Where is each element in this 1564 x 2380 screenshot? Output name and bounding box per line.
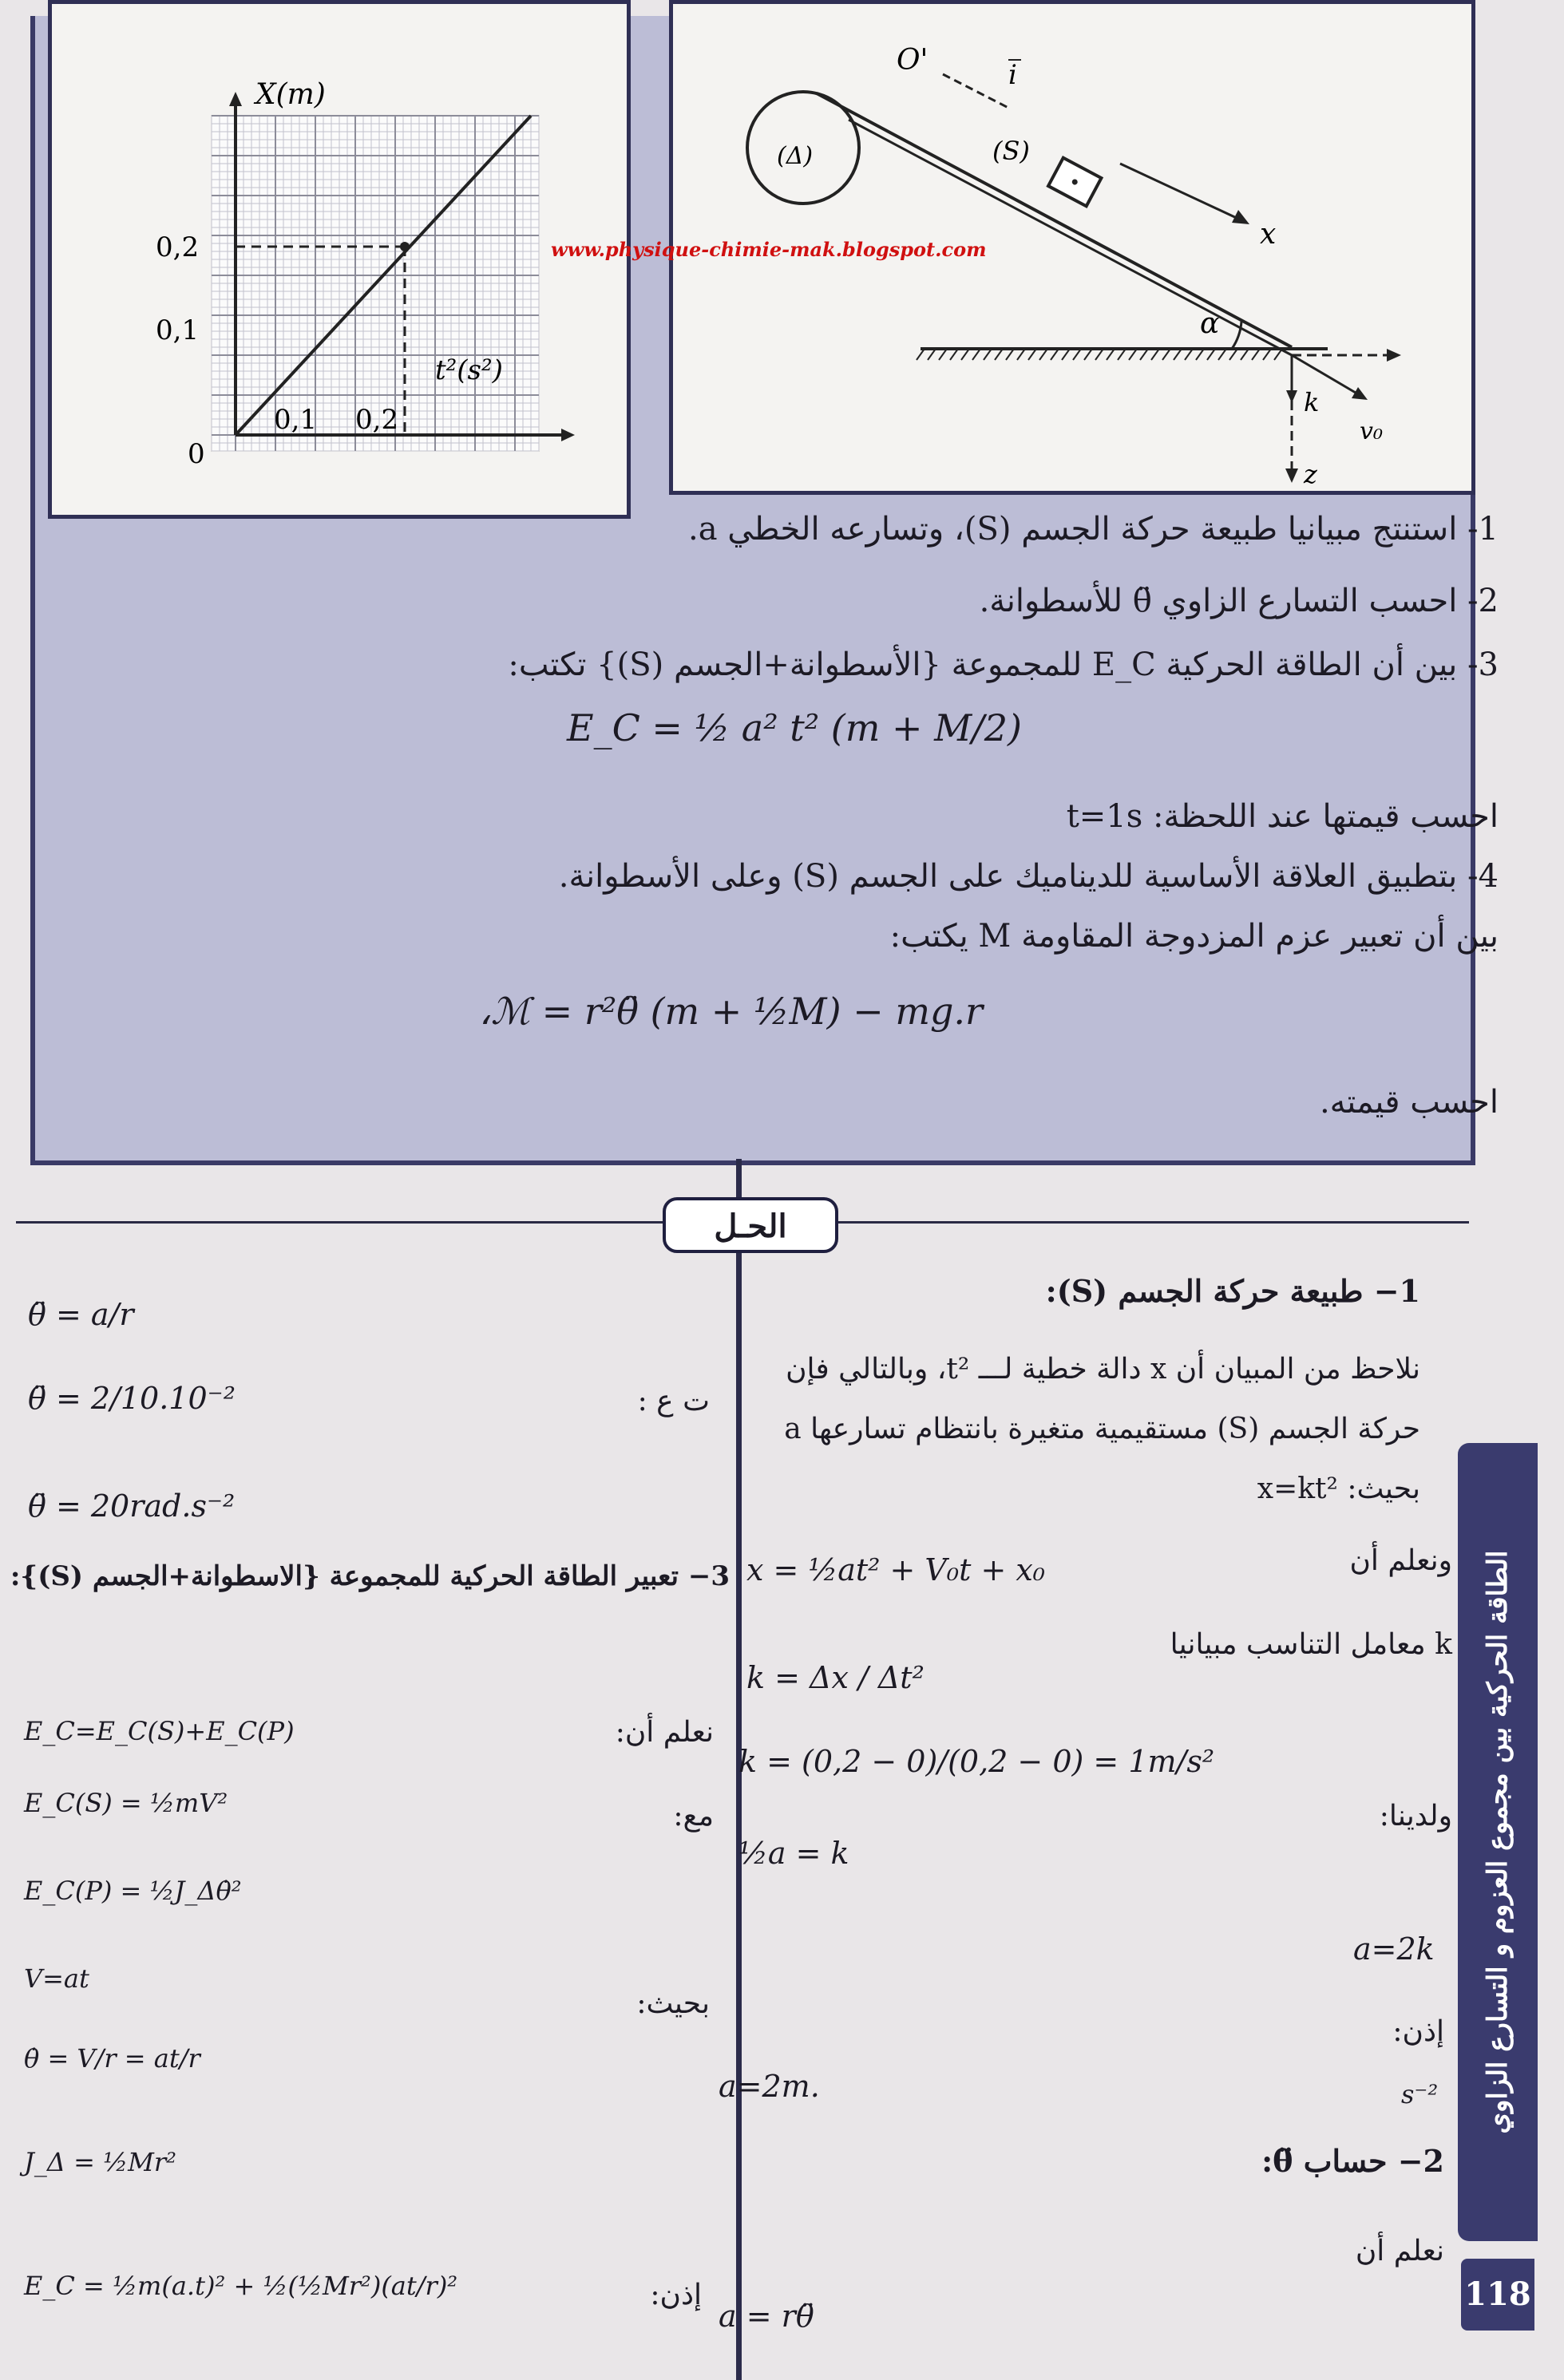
v0-vector bbox=[1292, 355, 1360, 395]
sol-heading-3: 3− تعبير الطاقة الحركية للمجموعة {الاسطوانة+الجسم (S)}: bbox=[10, 1560, 730, 1592]
solution-title: الحـل bbox=[663, 1197, 838, 1253]
k-label: k bbox=[1304, 387, 1320, 417]
i-label: i bbox=[1008, 59, 1017, 91]
question-4b: بين أن تعبير عزم المزدوجة المقاومة M يكتب: bbox=[889, 918, 1499, 955]
origin-o-prime: O' bbox=[897, 44, 929, 77]
xt2-graph bbox=[52, 4, 627, 515]
question-4-calc: احسب قيمته. bbox=[1319, 1084, 1499, 1121]
block-s bbox=[1048, 158, 1101, 207]
sol-l-f2: θ̈ = 2/10.10⁻² bbox=[28, 1381, 236, 1416]
sol-r-p7: إذن: bbox=[1392, 2015, 1444, 2048]
page-number: 118 bbox=[1461, 2259, 1534, 2331]
y-axis-label: X(m) bbox=[255, 78, 326, 111]
question-2: 2- احسب التسارع الزاوي θ̈ للأسطوانة. bbox=[979, 583, 1499, 619]
sol-r-f6: a=2m. bbox=[719, 2069, 820, 2104]
question-4a: 4- بتطبيق العلاقة الأساسية للديناميك على الجسم (S) وعلى الأسطوانة. bbox=[558, 858, 1499, 895]
question-3-formula: E_C = ½ a² t² (m + M/2) bbox=[567, 706, 1022, 749]
y-tick-0-2: 0,2 bbox=[156, 231, 200, 263]
alpha-label: α bbox=[1200, 307, 1220, 340]
x-tick-0-2: 0,2 bbox=[355, 404, 399, 436]
ground-hatching bbox=[917, 349, 1282, 360]
x-axis-arrow-line bbox=[1120, 164, 1240, 219]
i-axis bbox=[943, 74, 1008, 108]
chapter-side-tab bbox=[1458, 1443, 1538, 2241]
sol-r-f2: k = Δx / Δt² bbox=[746, 1660, 925, 1695]
question-3: 3- بين أن الطاقة الحركية E_C للمجموعة {الأسطوانة+الجسم (S)} تكتب: bbox=[508, 646, 1499, 683]
graph-panel bbox=[48, 0, 631, 519]
k-arrow bbox=[1286, 390, 1297, 403]
sol-r-f7: s⁻² bbox=[1401, 2079, 1439, 2109]
sol-l-f6: E_C(P) = ½J_Δθ̇² bbox=[24, 1876, 242, 1906]
sol-l-tu: ت ع : bbox=[637, 1385, 710, 1417]
sol-l-f3: θ̈ = 20rad.s⁻² bbox=[28, 1488, 236, 1524]
x-axis-label: t²(s²) bbox=[435, 354, 503, 386]
question-3-calc: احسب قيمتها عند اللحظة: t=1s bbox=[1066, 798, 1499, 835]
y-tick-0-1: 0,1 bbox=[156, 314, 200, 346]
sol-r-p4: ونعلم أن bbox=[1349, 1544, 1452, 1577]
sol-l-f10: E_C = ½m(a.t)² + ½(½Mr²)(at/r)² bbox=[24, 2271, 458, 2301]
v0-label: v₀ bbox=[1360, 417, 1383, 445]
sol-l-f9: J_Δ = ½Mr² bbox=[24, 2147, 176, 2177]
sol-heading-2: 2− حساب θ̈: bbox=[1261, 2143, 1444, 2179]
data-point bbox=[400, 242, 410, 251]
sol-l-f5: E_C(S) = ½mV² bbox=[24, 1788, 228, 1818]
sol-r-p3: بحيث: x=kt² bbox=[1257, 1473, 1420, 1505]
delta-label: (Δ) bbox=[777, 142, 814, 170]
sol-l-f1: θ̈ = a/r bbox=[28, 1297, 134, 1332]
sol-r-p6: ولدينا: bbox=[1379, 1800, 1452, 1832]
sol-l-l3: بحيث: bbox=[636, 1987, 710, 2020]
sol-r-f5: a=2k bbox=[1353, 1931, 1435, 1967]
sol-r-p5: k معامل التناسب مبيانيا bbox=[1170, 1628, 1452, 1661]
sol-heading-1: 1− طبيعة حركة الجسم (S): bbox=[1045, 1273, 1420, 1309]
incline-top bbox=[817, 93, 1292, 347]
sol-r-f3: k = (0,2 − 0)/(0,2 − 0) = 1m/s² bbox=[738, 1744, 1215, 1779]
s-label: (S) bbox=[992, 136, 1030, 166]
sol-r-p1: نلاحظ من المبيان أن x دالة خطية لـــ t²، وبالتالي فإن bbox=[786, 1353, 1420, 1386]
sol-l-l4: إذن: bbox=[650, 2279, 702, 2311]
x-label: x bbox=[1260, 218, 1277, 251]
sol-r-f8: a = rθ̈ bbox=[719, 2299, 814, 2334]
sol-r-f4: ½a = k bbox=[738, 1836, 849, 1871]
y-axis-arrow bbox=[229, 92, 242, 106]
origin-label: 0 bbox=[188, 438, 205, 470]
sol-l-l1: نعلم أن: bbox=[615, 1716, 714, 1749]
sol-l-f8: θ̇ = V/r = at/r bbox=[24, 2043, 200, 2074]
sol-r-f1: x = ½at² + V₀t + x₀ bbox=[746, 1552, 1046, 1587]
sol-l-f7: V=at bbox=[24, 1963, 89, 1994]
sol-r-p8: نعلم أن bbox=[1355, 2235, 1444, 2267]
question-1: 1- استنتج مبيانيا طبيعة حركة الجسم (S)، وتسارعه الخطي a. bbox=[688, 511, 1499, 548]
x-tick-0-1: 0,1 bbox=[274, 404, 318, 436]
chapter-side-tab-text: الطاقة الحركية بين مجموع العزوم و التسارع الزاوي bbox=[1482, 1550, 1514, 2134]
z-label: z bbox=[1304, 459, 1317, 489]
sol-l-f4: E_C=E_C(S)+E_C(P) bbox=[24, 1716, 295, 1746]
watermark-url: www.physique-chimie-mak.blogspot.com bbox=[551, 238, 987, 261]
question-4-formula: ،ℳ = r²θ̈ (m + ½M) − mg.r bbox=[479, 990, 984, 1033]
sol-r-p2: حركة الجسم (S) مستقيمية متغيرة بانتظام تسارعها a bbox=[784, 1413, 1420, 1445]
sol-l-l2: مع: bbox=[673, 1800, 714, 1832]
x-axis-arrow bbox=[561, 429, 575, 441]
